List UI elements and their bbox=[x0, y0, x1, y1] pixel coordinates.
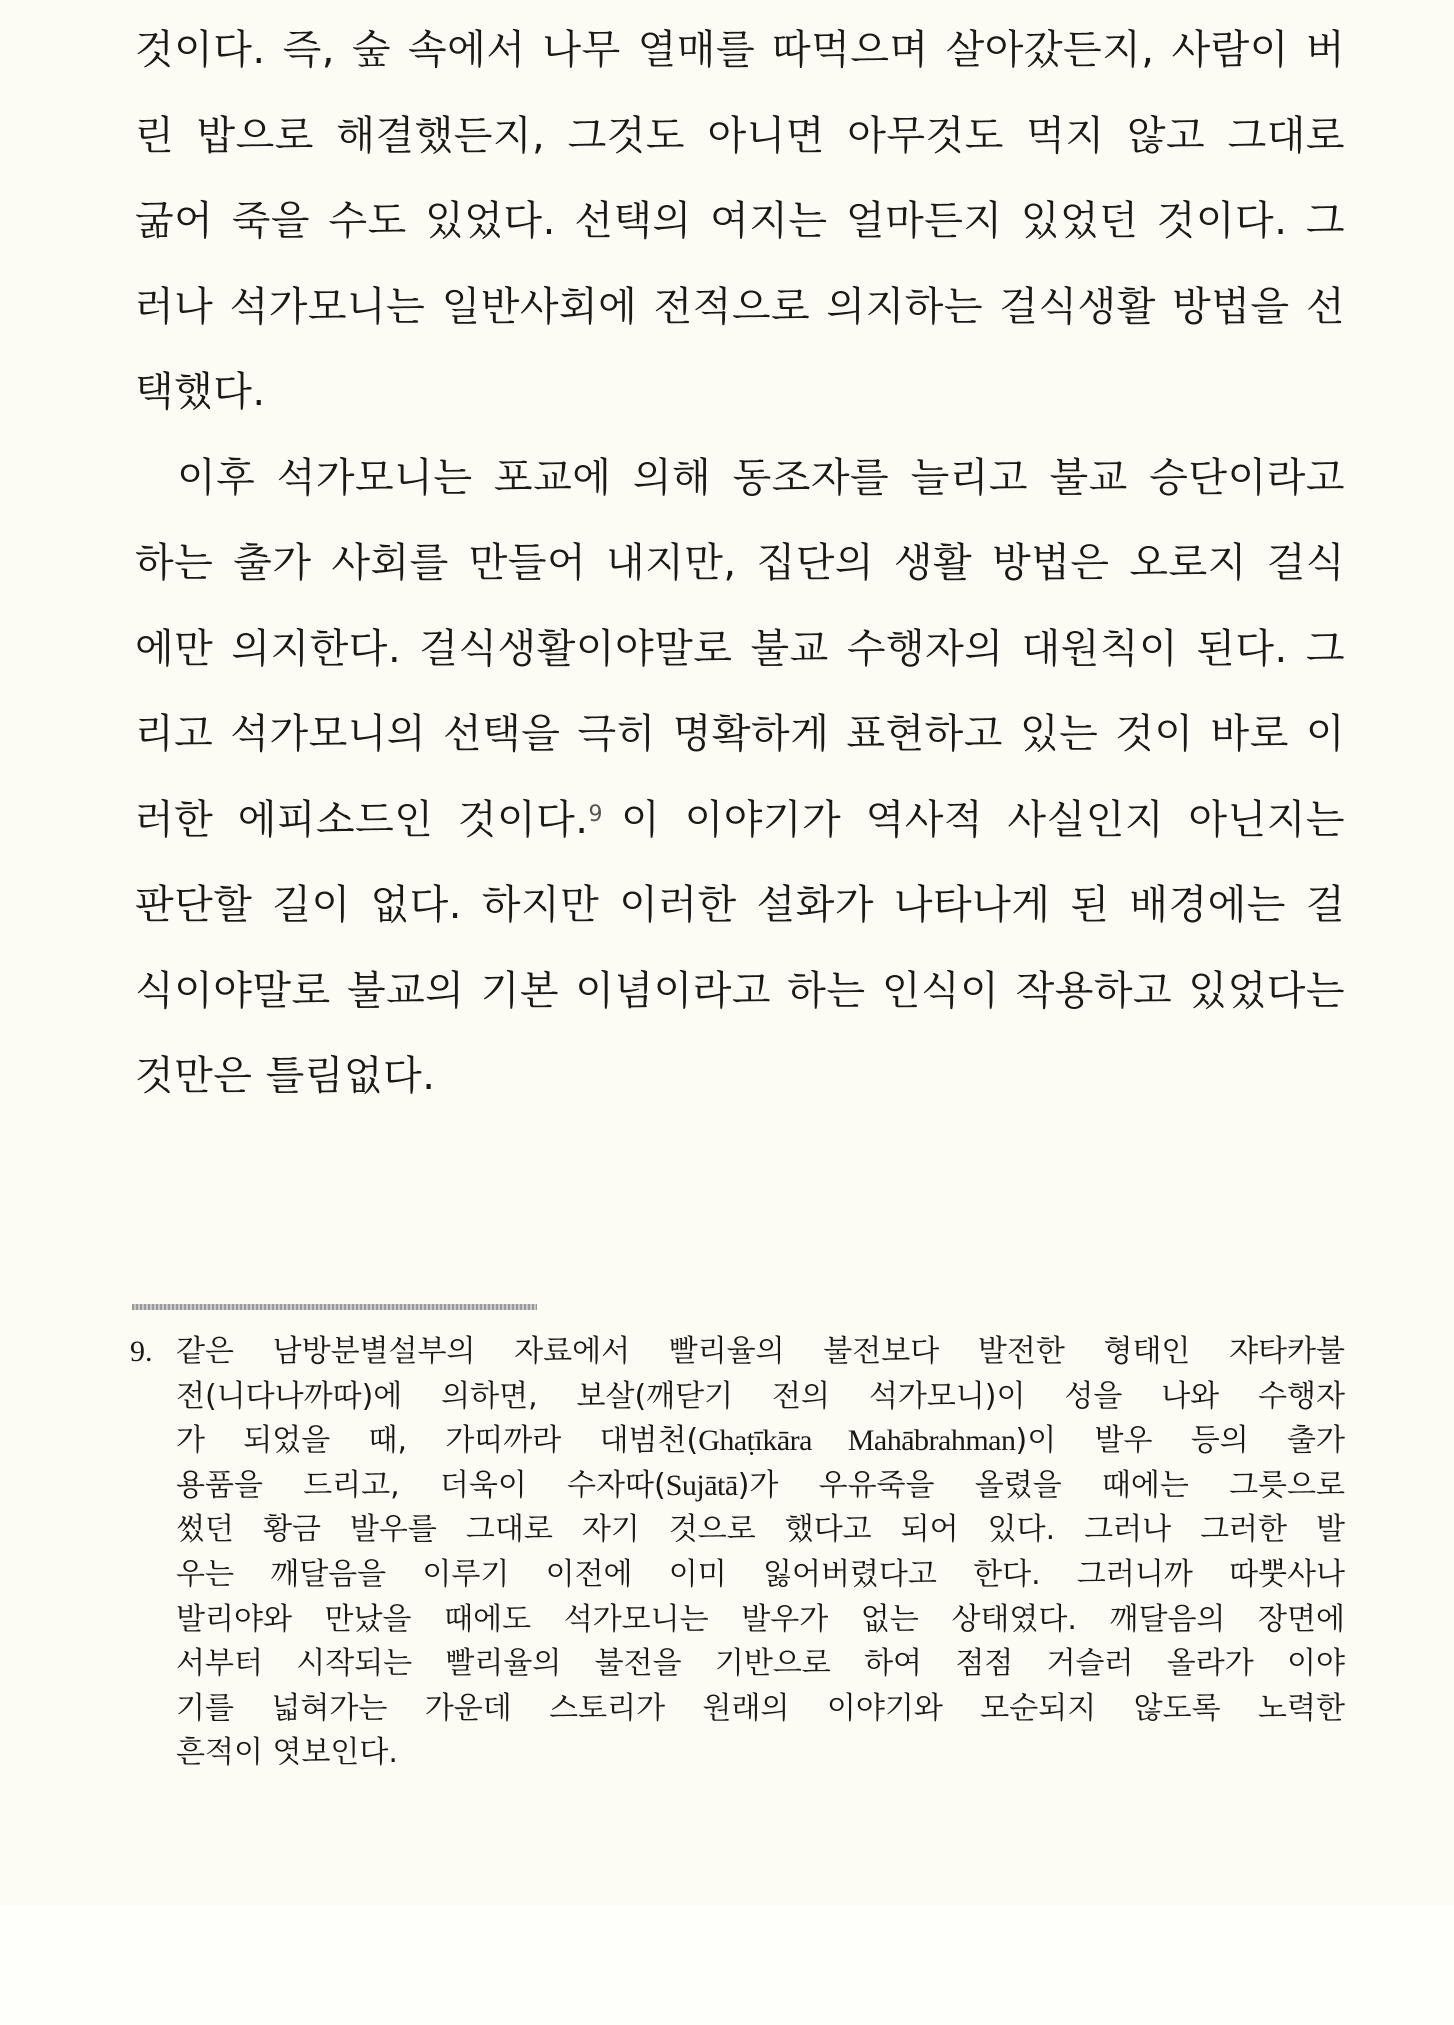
footnote-line-4 bbox=[130, 1464, 1345, 1509]
body-line-9: 리고 석가모니의 선택을 극히 명확하게 표현하고 있는 것이 바로 이 bbox=[135, 711, 1345, 757]
body-line-4: 러나 석가모니는 일반사회에 전적으로 의지하는 걸식생활 방법을 선 bbox=[135, 283, 1345, 330]
footnote-line-1 bbox=[130, 1330, 1345, 1375]
body-line-11: 판단할 길이 없다. 하지만 이러한 설화가 나타나게 된 배경에는 걸 bbox=[135, 882, 1345, 928]
footnote-block bbox=[130, 1330, 1345, 1776]
footnote-line-4-a: 용품을 드리고, 더욱이 수자따( bbox=[176, 1467, 666, 1503]
footnote-line-3 bbox=[130, 1419, 1345, 1464]
body-line-7: 하는 출가 사회를 만들어 내지만, 집단의 생활 방법은 오로지 걸식 bbox=[135, 540, 1345, 586]
body-line-2: 린 밥으로 해결했든지, 그것도 아니면 아무것도 먹지 않고 그대로 bbox=[135, 112, 1345, 159]
body-line-1: 것이다. 즉, 숲 속에서 나무 열매를 따먹으며 살아갔든지, 사람이 버 bbox=[135, 27, 1345, 73]
footnote-line-5: 썼던 황금 발우를 그대로 자기 것으로 했다고 되어 있다. 그러나 그러한 발 bbox=[176, 1512, 1345, 1548]
footnote-line-9: 기를 넓혀가는 가운데 스토리가 원래의 이야기와 모순되지 않도록 노력한 bbox=[176, 1690, 1345, 1726]
footnote-line-6: 우는 깨달음을 이루기 이전에 이미 잃어버렸다고 한다. 그러니까 따뿟사나 bbox=[176, 1556, 1345, 1592]
body-line-13: 것만은 틀림없다. bbox=[135, 1053, 436, 1099]
footnote-line-3-a: 가 되었을 때, 가띠까라 대범천( bbox=[176, 1423, 699, 1459]
body-line-10-text: 러한 에피소드인 것이다. bbox=[135, 796, 589, 843]
footnote-line-4-b: )가 우유죽을 올렸을 때에는 그릇으로 bbox=[737, 1467, 1345, 1503]
footnote-line-7: 발리야와 만났을 때에도 석가모니는 발우가 없는 상태였다. 깨달음의 장면에 bbox=[176, 1601, 1345, 1637]
footnote-line-8: 서부터 시작되는 빨리율의 불전을 기반으로 하여 점점 거슬러 올라가 이야 bbox=[176, 1646, 1345, 1682]
footnote-term-ghatikara: Ghaṭīkāra Mahābrahman bbox=[698, 1424, 1016, 1458]
footnote-line-10: 흔적이 엿보인다. bbox=[176, 1735, 398, 1771]
body-line-10-text-cont: 이 이야기가 역사적 사실인지 아닌지는 bbox=[621, 796, 1345, 843]
body-line-5: 택했다. bbox=[135, 369, 266, 415]
footnote-line-2: 전(니다나까따)에 의하면, 보살(깨닫기 전의 석가모니)이 성을 나와 수행자 bbox=[176, 1378, 1345, 1414]
body-line-6: 이후 석가모니는 포교에 의해 동조자를 늘리고 불교 승단이라고 bbox=[177, 454, 1345, 501]
footnote-reference[interactable]: 9 bbox=[588, 801, 603, 827]
body-line-3: 굶어 죽을 수도 있었다. 선택의 여지는 얼마든지 있었던 것이다. 그 bbox=[135, 198, 1345, 244]
footnote-line-1-text: 같은 남방분별설부의 자료에서 빨리율의 불전보다 발전한 형태인 쟈타카불 bbox=[176, 1334, 1345, 1369]
footnote-line-3-b: )이 발우 등의 출가 bbox=[1015, 1423, 1345, 1459]
main-body-text bbox=[135, 8, 1345, 1120]
footnote-number: 9. bbox=[130, 1335, 153, 1368]
body-line-8: 에만 의지한다. 걸식생활이야말로 불교 수행자의 대원칙이 된다. 그 bbox=[135, 625, 1345, 672]
body-line-12: 식이야말로 불교의 기본 이념이라고 하는 인식이 작용하고 있었다는 bbox=[135, 967, 1345, 1014]
body-line-10 bbox=[135, 778, 1345, 864]
footnote-term-sujata: Sujātā bbox=[665, 1468, 738, 1502]
footnote-separator-rule bbox=[132, 1304, 537, 1310]
